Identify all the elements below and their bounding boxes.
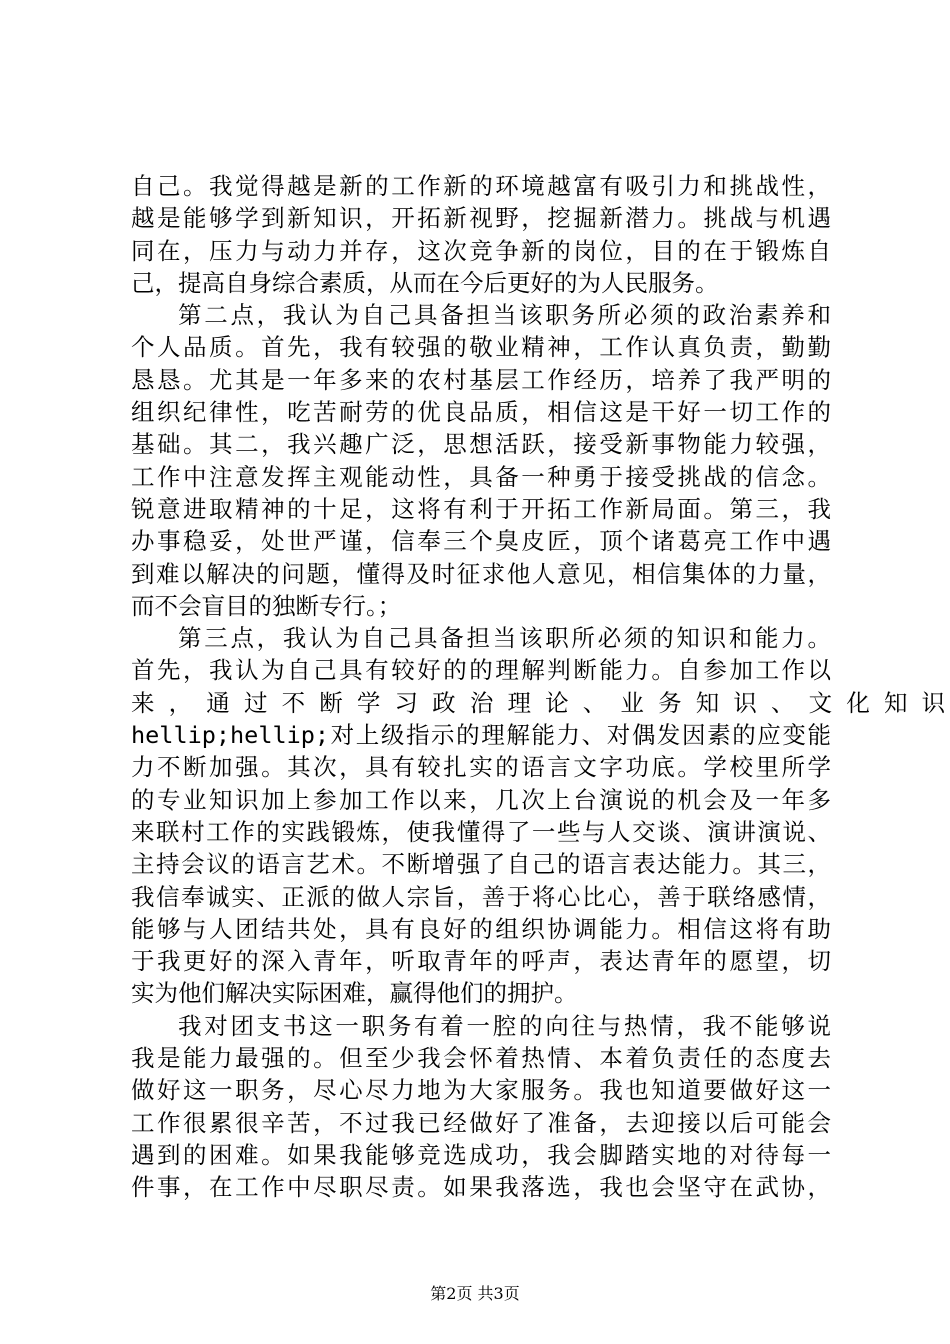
text-line: 办事稳妥，处世严谨，信奉三个臭皮匠，顶个诸葛亮工作中遇	[131, 527, 831, 556]
text-line: 基础。其二，我兴趣广泛，思想活跃，接受新事物能力较强，	[131, 430, 831, 459]
page-number-footer: 第2页 共3页	[430, 1284, 520, 1303]
text-line: 自己。我觉得越是新的工作新的环境越富有吸引力和挑战性，	[131, 172, 831, 200]
text-line: 我是能力最强的。但至少我会怀着热情、本着负责任的态度去	[131, 1044, 831, 1073]
text-line: 来联村工作的实践锻炼，使我懂得了一些与人交谈、演讲演说、	[131, 817, 831, 846]
text-line: 恳恳。尤其是一年多来的农村基层工作经历，培养了我严明的	[131, 365, 831, 394]
text-line: 件事，在工作中尽职尽责。如果我落选，我也会坚守在武协，	[131, 1173, 831, 1202]
text-line: 力不断加强。其次，具有较扎实的语言文字功底。学校里所学	[131, 753, 831, 782]
text-line: 到难以解决的问题，懂得及时征求他人意见，相信集体的力量，	[131, 559, 831, 588]
text-line: hellip;hellip;对上级指示的理解能力、对偶发因素的应变能	[131, 721, 831, 750]
paragraph-first-line: 第三点，我认为自己具备担当该职所必须的知识和能力。	[178, 624, 831, 653]
paragraph-first-line: 第二点，我认为自己具备担当该职务所必须的政治素养和	[178, 301, 831, 330]
text-line: 工作中注意发挥主观能动性，具备一种勇于接受挑战的信念。	[131, 462, 831, 491]
body-text	[131, 170, 946, 1204]
text-line: 来 ， 通 过 不 断 学 习 政 治 理 论 、 业 务 知 识 、 文 化 知 识	[131, 688, 946, 717]
text-line: 个人品质。首先，我有较强的敬业精神，工作认真负责，勤勤	[131, 333, 831, 362]
text-line: 而不会盲目的独断专行。；	[131, 591, 402, 620]
paragraph-first-line: 我对团支书这一职务有着一腔的向往与热情，我不能够说	[178, 1011, 831, 1040]
text-line: 实为他们解决实际困难，赢得他们的拥护。	[131, 979, 578, 1008]
text-line: 工作很累很辛苦，不过我已经做好了准备，去迎接以后可能会	[131, 1108, 831, 1137]
text-line: 锐意进取精神的十足，这将有利于开拓工作新局面。第三，我	[131, 494, 831, 523]
text-line: 越是能够学到新知识，开拓新视野，挖掘新潜力。挑战与机遇	[131, 204, 831, 233]
text-line: 于我更好的深入青年，听取青年的呼声，表达青年的愿望，切	[131, 947, 831, 976]
text-line: 组织纪律性，吃苦耐劳的优良品质，相信这是干好一切工作的	[131, 398, 831, 427]
text-line: 遇到的困难。如果我能够竞选成功，我会脚踏实地的对待每一	[131, 1140, 831, 1169]
text-line: 首先，我认为自己具有较好的的理解判断能力。自参加工作以	[131, 656, 831, 685]
text-line: 同在，压力与动力并存，这次竞争新的岗位，目的在于锻炼自	[131, 236, 831, 265]
text-line: 我信奉诚实、正派的做人宗旨，善于将心比心，善于联络感情，	[131, 882, 831, 911]
text-line: 的专业知识加上参加工作以来，几次上台演说的机会及一年多	[131, 785, 831, 814]
text-line: 己，提高自身综合素质，从而在今后更好的为人民服务。	[131, 268, 719, 297]
text-line: 能够与人团结共处，具有良好的组织协调能力。相信这将有助	[131, 914, 831, 943]
text-line: 做好这一职务，尽心尽力地为大家服务。我也知道要做好这一	[131, 1076, 831, 1105]
text-line: 主持会议的语言艺术。不断增强了自己的语言表达能力。其三，	[131, 850, 831, 879]
